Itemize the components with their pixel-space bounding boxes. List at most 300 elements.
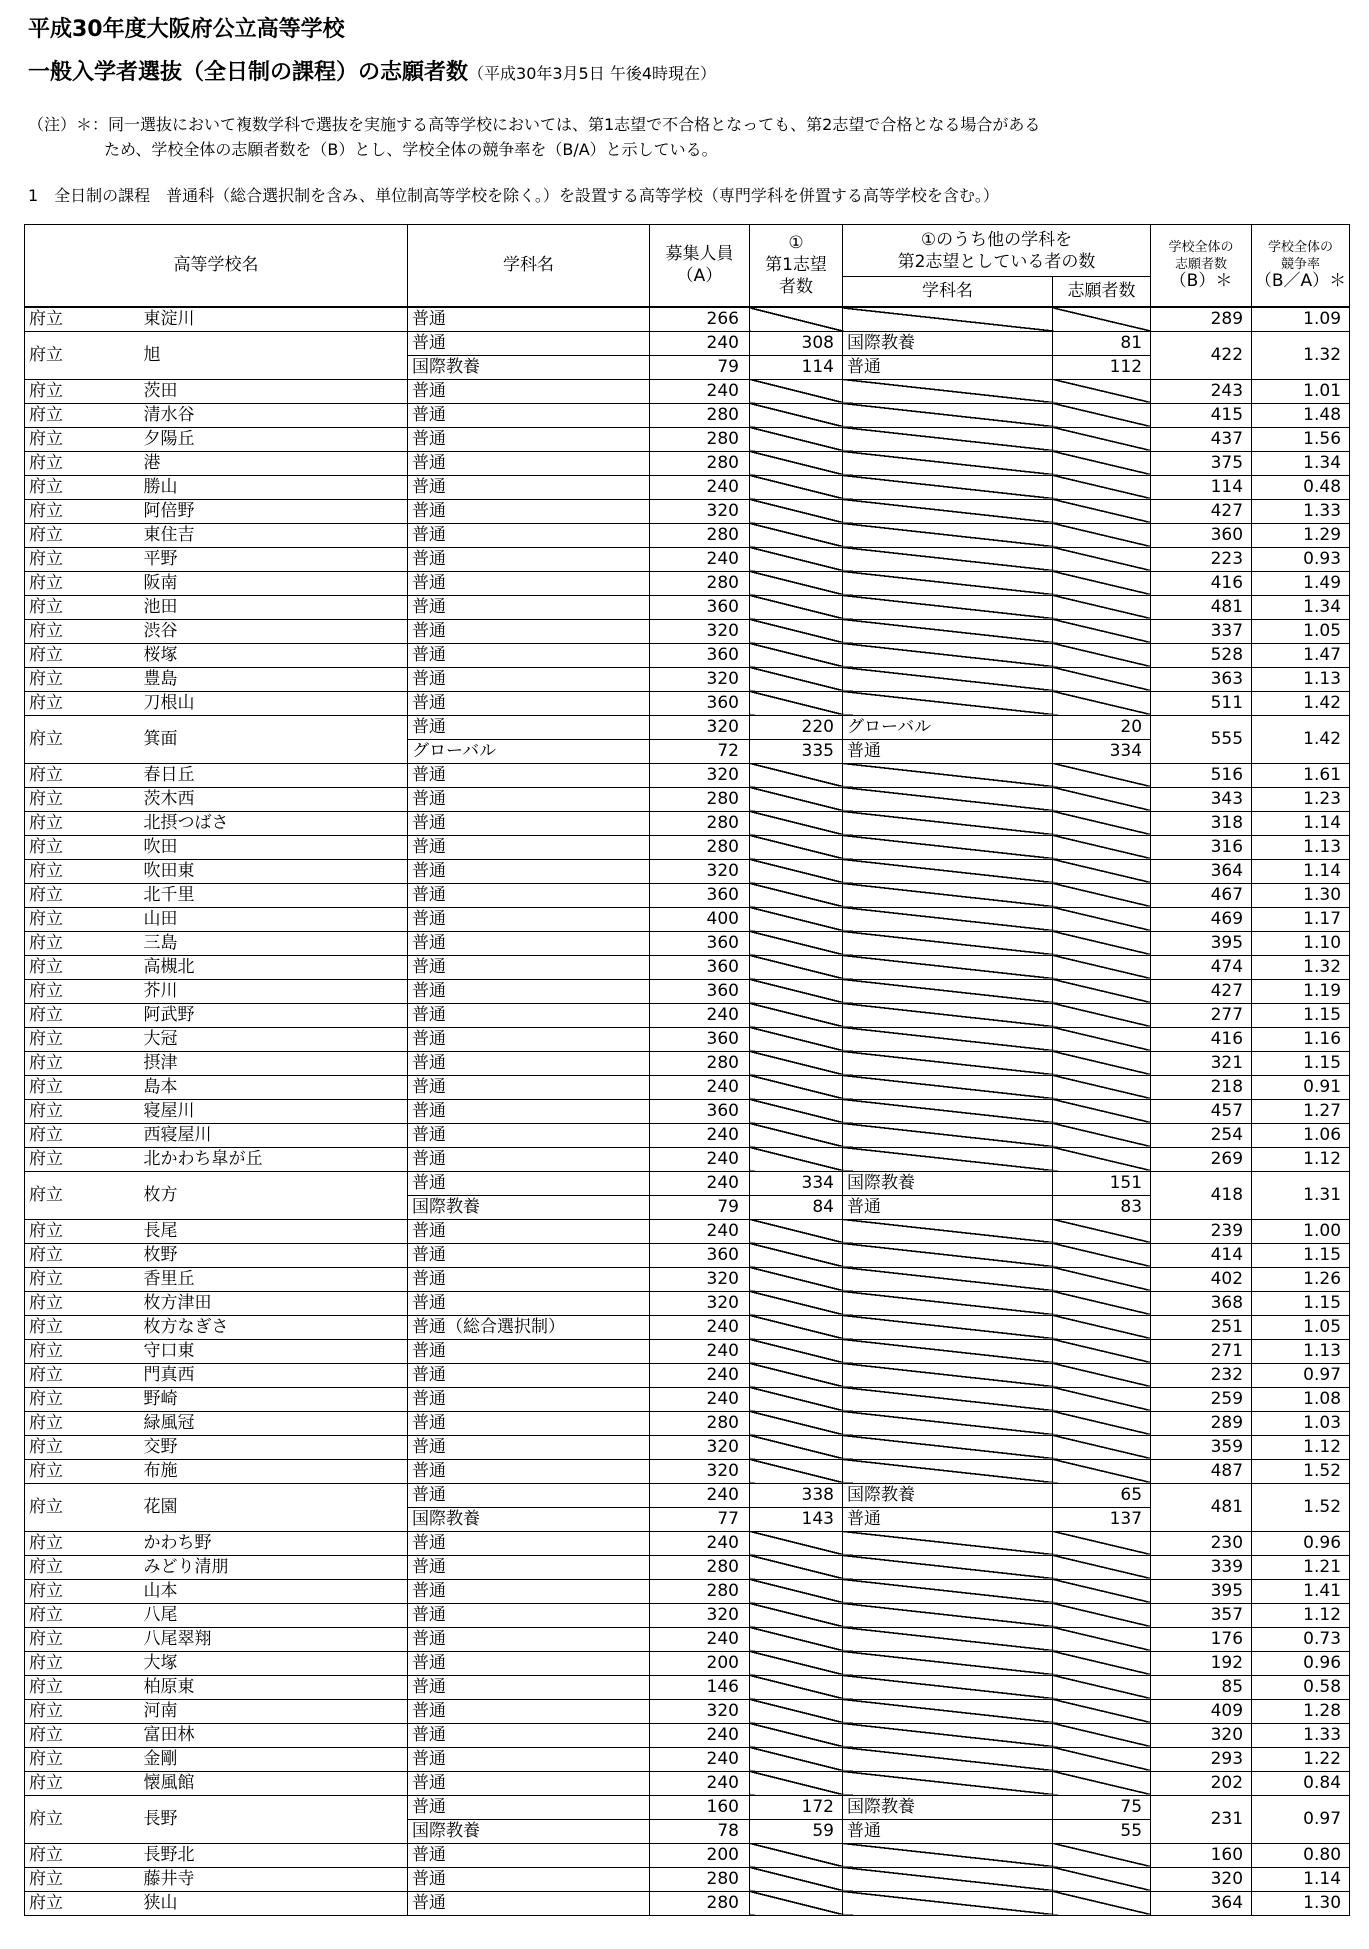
dept-cell: 普通 [408, 691, 650, 715]
second-dept-empty [843, 1291, 1053, 1315]
ratio-cell: 0.96 [1252, 1531, 1350, 1555]
dept-cell: 普通 [408, 379, 650, 403]
table-row [25, 1315, 1350, 1339]
second-dept-cell: 普通 [843, 1819, 1053, 1843]
second-dept-cell: 国際教養 [843, 1171, 1053, 1195]
first-choice-cell: 114 [750, 355, 843, 379]
first-choice-empty [750, 1075, 843, 1099]
second-count-empty [1053, 427, 1151, 451]
ratio-cell: 0.93 [1252, 547, 1350, 571]
first-choice-empty [750, 1267, 843, 1291]
school-name-cell: 門真西 [140, 1363, 408, 1387]
capacity-cell: 240 [650, 1219, 750, 1243]
header-second-count: 志願者数 [1053, 277, 1151, 307]
second-dept-empty [843, 1699, 1053, 1723]
first-choice-empty [750, 763, 843, 787]
second-count-empty [1053, 811, 1151, 835]
school-name-cell: 平野 [140, 547, 408, 571]
dept-cell: 普通 [408, 1291, 650, 1315]
total-applicants-cell: 277 [1151, 1003, 1252, 1027]
table-row [25, 1411, 1350, 1435]
dept-cell: 普通 [408, 1075, 650, 1099]
second-count-empty [1053, 1243, 1151, 1267]
dept-cell: 普通 [408, 859, 650, 883]
pref-cell: 府立 [25, 1435, 140, 1459]
first-choice-empty [750, 1291, 843, 1315]
second-count-empty [1053, 931, 1151, 955]
total-applicants-cell: 202 [1151, 1771, 1252, 1795]
section-title: 1 全日制の課程 普通科（総合選択制を含み、単位制高等学校を除く。）を設置する高等学校（専門学科を併置する高等学校を含む。） [28, 186, 999, 205]
second-count-cell: 55 [1053, 1819, 1151, 1843]
table-row [25, 1363, 1350, 1387]
second-count-empty [1053, 1147, 1151, 1171]
title-main: 一般入学者選抜（全日制の課程）の志願者数 [28, 60, 469, 85]
header-total-3: （B）＊ [1169, 271, 1233, 292]
capacity-cell: 78 [650, 1819, 750, 1843]
school-name-cell: 枚方なぎさ [140, 1315, 408, 1339]
capacity-cell: 360 [650, 643, 750, 667]
table-row [25, 1123, 1350, 1147]
school-name-cell: 東淀川 [140, 307, 408, 332]
dept-cell: 普通 [408, 787, 650, 811]
second-count-empty [1053, 1051, 1151, 1075]
second-dept-empty [843, 523, 1053, 547]
first-choice-empty [750, 475, 843, 499]
total-applicants-cell: 416 [1151, 571, 1252, 595]
pref-cell: 府立 [25, 1795, 140, 1843]
table-row [25, 427, 1350, 451]
pref-cell: 府立 [25, 1603, 140, 1627]
capacity-cell: 240 [650, 379, 750, 403]
table-row [25, 1099, 1350, 1123]
second-dept-cell: グローバル [843, 715, 1053, 739]
second-dept-cell: 普通 [843, 1507, 1053, 1531]
dept-cell: 普通 [408, 1555, 650, 1579]
second-count-empty [1053, 787, 1151, 811]
table-row [25, 1435, 1350, 1459]
dept-cell: 普通 [408, 1027, 650, 1051]
dept-cell: 国際教養 [408, 1507, 650, 1531]
dept-cell: 普通 [408, 715, 650, 739]
capacity-cell: 320 [650, 859, 750, 883]
pref-cell: 府立 [25, 475, 140, 499]
capacity-cell: 360 [650, 1027, 750, 1051]
first-choice-empty [750, 1675, 843, 1699]
pref-cell: 府立 [25, 427, 140, 451]
second-count-empty [1053, 1027, 1151, 1051]
second-dept-cell: 国際教養 [843, 1483, 1053, 1507]
first-choice-empty [750, 1051, 843, 1075]
second-dept-empty [843, 955, 1053, 979]
capacity-cell: 320 [650, 1267, 750, 1291]
total-applicants-cell: 114 [1151, 475, 1252, 499]
capacity-cell: 320 [650, 499, 750, 523]
school-name-cell: 懐風館 [140, 1771, 408, 1795]
total-applicants-cell: 402 [1151, 1267, 1252, 1291]
table-row [25, 1651, 1350, 1675]
dept-cell: 普通 [408, 307, 650, 332]
pref-cell: 府立 [25, 1075, 140, 1099]
ratio-cell: 1.14 [1252, 859, 1350, 883]
first-choice-empty [750, 451, 843, 475]
ratio-cell: 1.12 [1252, 1147, 1350, 1171]
dept-cell: 普通 [408, 1339, 650, 1363]
school-name-cell: 河南 [140, 1699, 408, 1723]
capacity-cell: 240 [650, 1531, 750, 1555]
school-name-cell: 吹田 [140, 835, 408, 859]
second-count-empty [1053, 595, 1151, 619]
school-name-cell: 柏原東 [140, 1675, 408, 1699]
second-dept-empty [843, 1843, 1053, 1867]
ratio-cell: 1.06 [1252, 1123, 1350, 1147]
ratio-cell: 1.22 [1252, 1747, 1350, 1771]
second-dept-empty [843, 1267, 1053, 1291]
school-name-cell: みどり清朋 [140, 1555, 408, 1579]
first-choice-empty [750, 1123, 843, 1147]
total-applicants-cell: 230 [1151, 1531, 1252, 1555]
table-row [25, 1171, 1350, 1195]
pref-cell: 府立 [25, 619, 140, 643]
ratio-cell: 1.47 [1252, 643, 1350, 667]
school-name-cell: 八尾翠翔 [140, 1627, 408, 1651]
first-choice-empty [750, 1099, 843, 1123]
second-dept-empty [843, 451, 1053, 475]
school-name-cell: 桜塚 [140, 643, 408, 667]
school-name-cell: 北摂つばさ [140, 811, 408, 835]
first-choice-empty [750, 1315, 843, 1339]
table-row [25, 379, 1350, 403]
total-applicants-cell: 368 [1151, 1291, 1252, 1315]
table-header [25, 225, 1350, 307]
school-name-cell: 阿武野 [140, 1003, 408, 1027]
capacity-cell: 280 [650, 1867, 750, 1891]
dept-cell: 普通 [408, 811, 650, 835]
second-dept-empty [843, 979, 1053, 1003]
capacity-cell: 72 [650, 739, 750, 763]
table-row [25, 1579, 1350, 1603]
dept-cell: 普通 [408, 571, 650, 595]
school-name-cell: 勝山 [140, 475, 408, 499]
capacity-cell: 240 [650, 1747, 750, 1771]
second-dept-empty [843, 1747, 1053, 1771]
dept-cell: 普通 [408, 1435, 650, 1459]
first-choice-empty [750, 931, 843, 955]
total-applicants-cell: 337 [1151, 619, 1252, 643]
total-applicants-cell: 427 [1151, 499, 1252, 523]
first-choice-cell: 334 [750, 1171, 843, 1195]
second-dept-empty [843, 1771, 1053, 1795]
school-name-cell: 大塚 [140, 1651, 408, 1675]
table-row [25, 1891, 1350, 1915]
total-applicants-cell: 395 [1151, 1579, 1252, 1603]
school-name-cell: 清水谷 [140, 403, 408, 427]
first-choice-cell: 143 [750, 1507, 843, 1531]
pref-cell: 府立 [25, 835, 140, 859]
total-applicants-cell: 289 [1151, 1411, 1252, 1435]
total-applicants-cell: 239 [1151, 1219, 1252, 1243]
total-applicants-cell: 320 [1151, 1867, 1252, 1891]
first-choice-empty [750, 1243, 843, 1267]
ratio-cell: 1.30 [1252, 883, 1350, 907]
dept-cell: 普通 [408, 1675, 650, 1699]
ratio-cell: 0.97 [1252, 1363, 1350, 1387]
second-count-cell: 112 [1053, 355, 1151, 379]
capacity-cell: 280 [650, 835, 750, 859]
pref-cell: 府立 [25, 1675, 140, 1699]
school-name-cell: 野崎 [140, 1387, 408, 1411]
pref-cell: 府立 [25, 1363, 140, 1387]
ratio-cell: 1.33 [1252, 1723, 1350, 1747]
first-choice-empty [750, 1363, 843, 1387]
capacity-cell: 240 [650, 1723, 750, 1747]
table-row [25, 1003, 1350, 1027]
capacity-cell: 280 [650, 1051, 750, 1075]
second-dept-empty [843, 835, 1053, 859]
second-dept-empty [843, 1555, 1053, 1579]
total-applicants-cell: 375 [1151, 451, 1252, 475]
table-row [25, 787, 1350, 811]
first-choice-cell: 338 [750, 1483, 843, 1507]
table-row [25, 1675, 1350, 1699]
table-row [25, 307, 1350, 332]
second-count-empty [1053, 451, 1151, 475]
second-count-empty [1053, 1843, 1151, 1867]
capacity-cell: 360 [650, 955, 750, 979]
header-total-1: 学校全体の [1168, 240, 1234, 256]
pref-cell: 府立 [25, 307, 140, 332]
second-count-cell: 83 [1053, 1195, 1151, 1219]
school-name-cell: 布施 [140, 1459, 408, 1483]
first-choice-empty [750, 883, 843, 907]
capacity-cell: 320 [650, 763, 750, 787]
pref-cell: 府立 [25, 403, 140, 427]
first-choice-empty [750, 835, 843, 859]
school-name-cell: 藤井寺 [140, 1867, 408, 1891]
school-name-cell: 島本 [140, 1075, 408, 1099]
pref-cell: 府立 [25, 1027, 140, 1051]
capacity-cell: 240 [650, 1483, 750, 1507]
second-dept-empty [843, 1435, 1053, 1459]
school-name-cell: 東住吉 [140, 523, 408, 547]
second-count-empty [1053, 763, 1151, 787]
dept-cell: 普通 [408, 1459, 650, 1483]
dept-cell: 普通 [408, 1843, 650, 1867]
first-choice-cell: 172 [750, 1795, 843, 1819]
ratio-cell: 1.14 [1252, 1867, 1350, 1891]
pref-cell: 府立 [25, 1531, 140, 1555]
table-row [25, 1027, 1350, 1051]
pref-cell: 府立 [25, 547, 140, 571]
total-applicants-cell: 259 [1151, 1387, 1252, 1411]
first-choice-empty [750, 523, 843, 547]
total-applicants-cell: 364 [1151, 1891, 1252, 1915]
table-row [25, 499, 1350, 523]
dept-cell: 普通 [408, 955, 650, 979]
ratio-cell: 1.49 [1252, 571, 1350, 595]
ratio-cell: 0.84 [1252, 1771, 1350, 1795]
ratio-cell: 1.21 [1252, 1555, 1350, 1579]
ratio-cell: 1.10 [1252, 931, 1350, 955]
pref-cell: 府立 [25, 1099, 140, 1123]
second-count-empty [1053, 1627, 1151, 1651]
ratio-cell: 1.15 [1252, 1291, 1350, 1315]
second-dept-empty [843, 1003, 1053, 1027]
second-dept-empty [843, 1603, 1053, 1627]
second-count-empty [1053, 1699, 1151, 1723]
pref-cell: 府立 [25, 1627, 140, 1651]
first-choice-empty [750, 403, 843, 427]
ratio-cell: 1.48 [1252, 403, 1350, 427]
dept-cell: 普通 [408, 931, 650, 955]
second-dept-empty [843, 787, 1053, 811]
second-count-empty [1053, 1651, 1151, 1675]
capacity-cell: 240 [650, 1771, 750, 1795]
school-name-cell: 高槻北 [140, 955, 408, 979]
school-name-cell: 北かわち皐が丘 [140, 1147, 408, 1171]
capacity-cell: 240 [650, 1075, 750, 1099]
school-name-cell: 豊島 [140, 667, 408, 691]
dept-cell: 普通 [408, 619, 650, 643]
header-capacity [650, 225, 750, 307]
dept-cell: 普通 [408, 475, 650, 499]
header-second-2: 第2志望としている者の数 [897, 251, 1096, 272]
second-count-empty [1053, 1291, 1151, 1315]
ratio-cell: 1.56 [1252, 427, 1350, 451]
second-dept-empty [843, 1675, 1053, 1699]
total-applicants-cell: 516 [1151, 763, 1252, 787]
dept-cell: 普通 [408, 763, 650, 787]
school-name-cell: 港 [140, 451, 408, 475]
table-row [25, 1387, 1350, 1411]
header-capacity-2: （A） [676, 266, 723, 287]
ratio-cell: 1.05 [1252, 1315, 1350, 1339]
second-dept-empty [843, 1387, 1053, 1411]
pref-cell: 府立 [25, 691, 140, 715]
header-first-1: ① [788, 233, 804, 254]
second-count-empty [1053, 859, 1151, 883]
pref-cell: 府立 [25, 1267, 140, 1291]
total-applicants-cell: 160 [1151, 1843, 1252, 1867]
pref-cell: 府立 [25, 1459, 140, 1483]
school-name-cell: 刀根山 [140, 691, 408, 715]
second-count-empty [1053, 307, 1151, 332]
school-name-cell: 花園 [140, 1483, 408, 1531]
total-applicants-cell: 528 [1151, 643, 1252, 667]
ratio-cell: 1.15 [1252, 1051, 1350, 1075]
second-dept-empty [843, 1651, 1053, 1675]
capacity-cell: 360 [650, 931, 750, 955]
second-dept-empty [843, 1579, 1053, 1603]
second-count-cell: 20 [1053, 715, 1151, 739]
second-dept-empty [843, 403, 1053, 427]
first-choice-empty [750, 547, 843, 571]
second-count-empty [1053, 955, 1151, 979]
first-choice-empty [750, 667, 843, 691]
capacity-cell: 240 [650, 1123, 750, 1147]
pref-cell: 府立 [25, 859, 140, 883]
second-count-empty [1053, 1363, 1151, 1387]
pref-cell: 府立 [25, 1339, 140, 1363]
total-applicants-cell: 360 [1151, 523, 1252, 547]
pref-cell: 府立 [25, 1555, 140, 1579]
header-ratio-1: 学校全体の [1268, 240, 1334, 256]
second-count-empty [1053, 379, 1151, 403]
pref-cell: 府立 [25, 1723, 140, 1747]
total-applicants-cell: 427 [1151, 979, 1252, 1003]
second-dept-empty [843, 1363, 1053, 1387]
school-name-cell: 吹田東 [140, 859, 408, 883]
total-applicants-cell: 487 [1151, 1459, 1252, 1483]
first-choice-empty [750, 1723, 843, 1747]
table-row [25, 1483, 1350, 1507]
total-applicants-cell: 269 [1151, 1147, 1252, 1171]
first-choice-empty [750, 787, 843, 811]
second-dept-empty [843, 1027, 1053, 1051]
first-choice-empty [750, 811, 843, 835]
second-count-cell: 151 [1053, 1171, 1151, 1195]
second-dept-cell: 普通 [843, 739, 1053, 763]
capacity-cell: 280 [650, 523, 750, 547]
table-row [25, 1603, 1350, 1627]
first-choice-empty [750, 1867, 843, 1891]
total-applicants-cell: 231 [1151, 1795, 1252, 1843]
dept-cell: 普通 [408, 1003, 650, 1027]
second-count-empty [1053, 979, 1151, 1003]
second-dept-cell: 普通 [843, 1195, 1053, 1219]
table-row [25, 571, 1350, 595]
pref-cell: 府立 [25, 1747, 140, 1771]
capacity-cell: 280 [650, 403, 750, 427]
second-count-empty [1053, 547, 1151, 571]
capacity-cell: 160 [650, 1795, 750, 1819]
dept-cell: 普通 [408, 1867, 650, 1891]
school-name-cell: 茨田 [140, 379, 408, 403]
pref-cell: 府立 [25, 1243, 140, 1267]
dept-cell: 普通 [408, 1363, 650, 1387]
pref-cell: 府立 [25, 1051, 140, 1075]
second-count-empty [1053, 1219, 1151, 1243]
ratio-cell: 1.13 [1252, 1339, 1350, 1363]
total-applicants-cell: 176 [1151, 1627, 1252, 1651]
second-dept-empty [843, 907, 1053, 931]
second-count-empty [1053, 1435, 1151, 1459]
dept-cell: 普通 [408, 1651, 650, 1675]
capacity-cell: 79 [650, 1195, 750, 1219]
total-applicants-cell: 409 [1151, 1699, 1252, 1723]
ratio-cell: 1.15 [1252, 1003, 1350, 1027]
dept-cell: 普通 [408, 1243, 650, 1267]
pref-cell: 府立 [25, 499, 140, 523]
pref-cell: 府立 [25, 1003, 140, 1027]
second-dept-empty [843, 499, 1053, 523]
second-dept-empty [843, 1627, 1053, 1651]
dept-cell: 普通 [408, 883, 650, 907]
table-row [25, 1795, 1350, 1819]
total-applicants-cell: 339 [1151, 1555, 1252, 1579]
second-dept-empty [843, 595, 1053, 619]
second-dept-empty [843, 1867, 1053, 1891]
second-dept-empty [843, 883, 1053, 907]
second-count-empty [1053, 499, 1151, 523]
total-applicants-cell: 251 [1151, 1315, 1252, 1339]
capacity-cell: 240 [650, 1315, 750, 1339]
total-applicants-cell: 318 [1151, 811, 1252, 835]
table-row [25, 667, 1350, 691]
first-choice-empty [750, 619, 843, 643]
dept-cell: 普通（総合選択制） [408, 1315, 650, 1339]
dept-cell: 普通 [408, 1627, 650, 1651]
school-name-cell: 長野北 [140, 1843, 408, 1867]
